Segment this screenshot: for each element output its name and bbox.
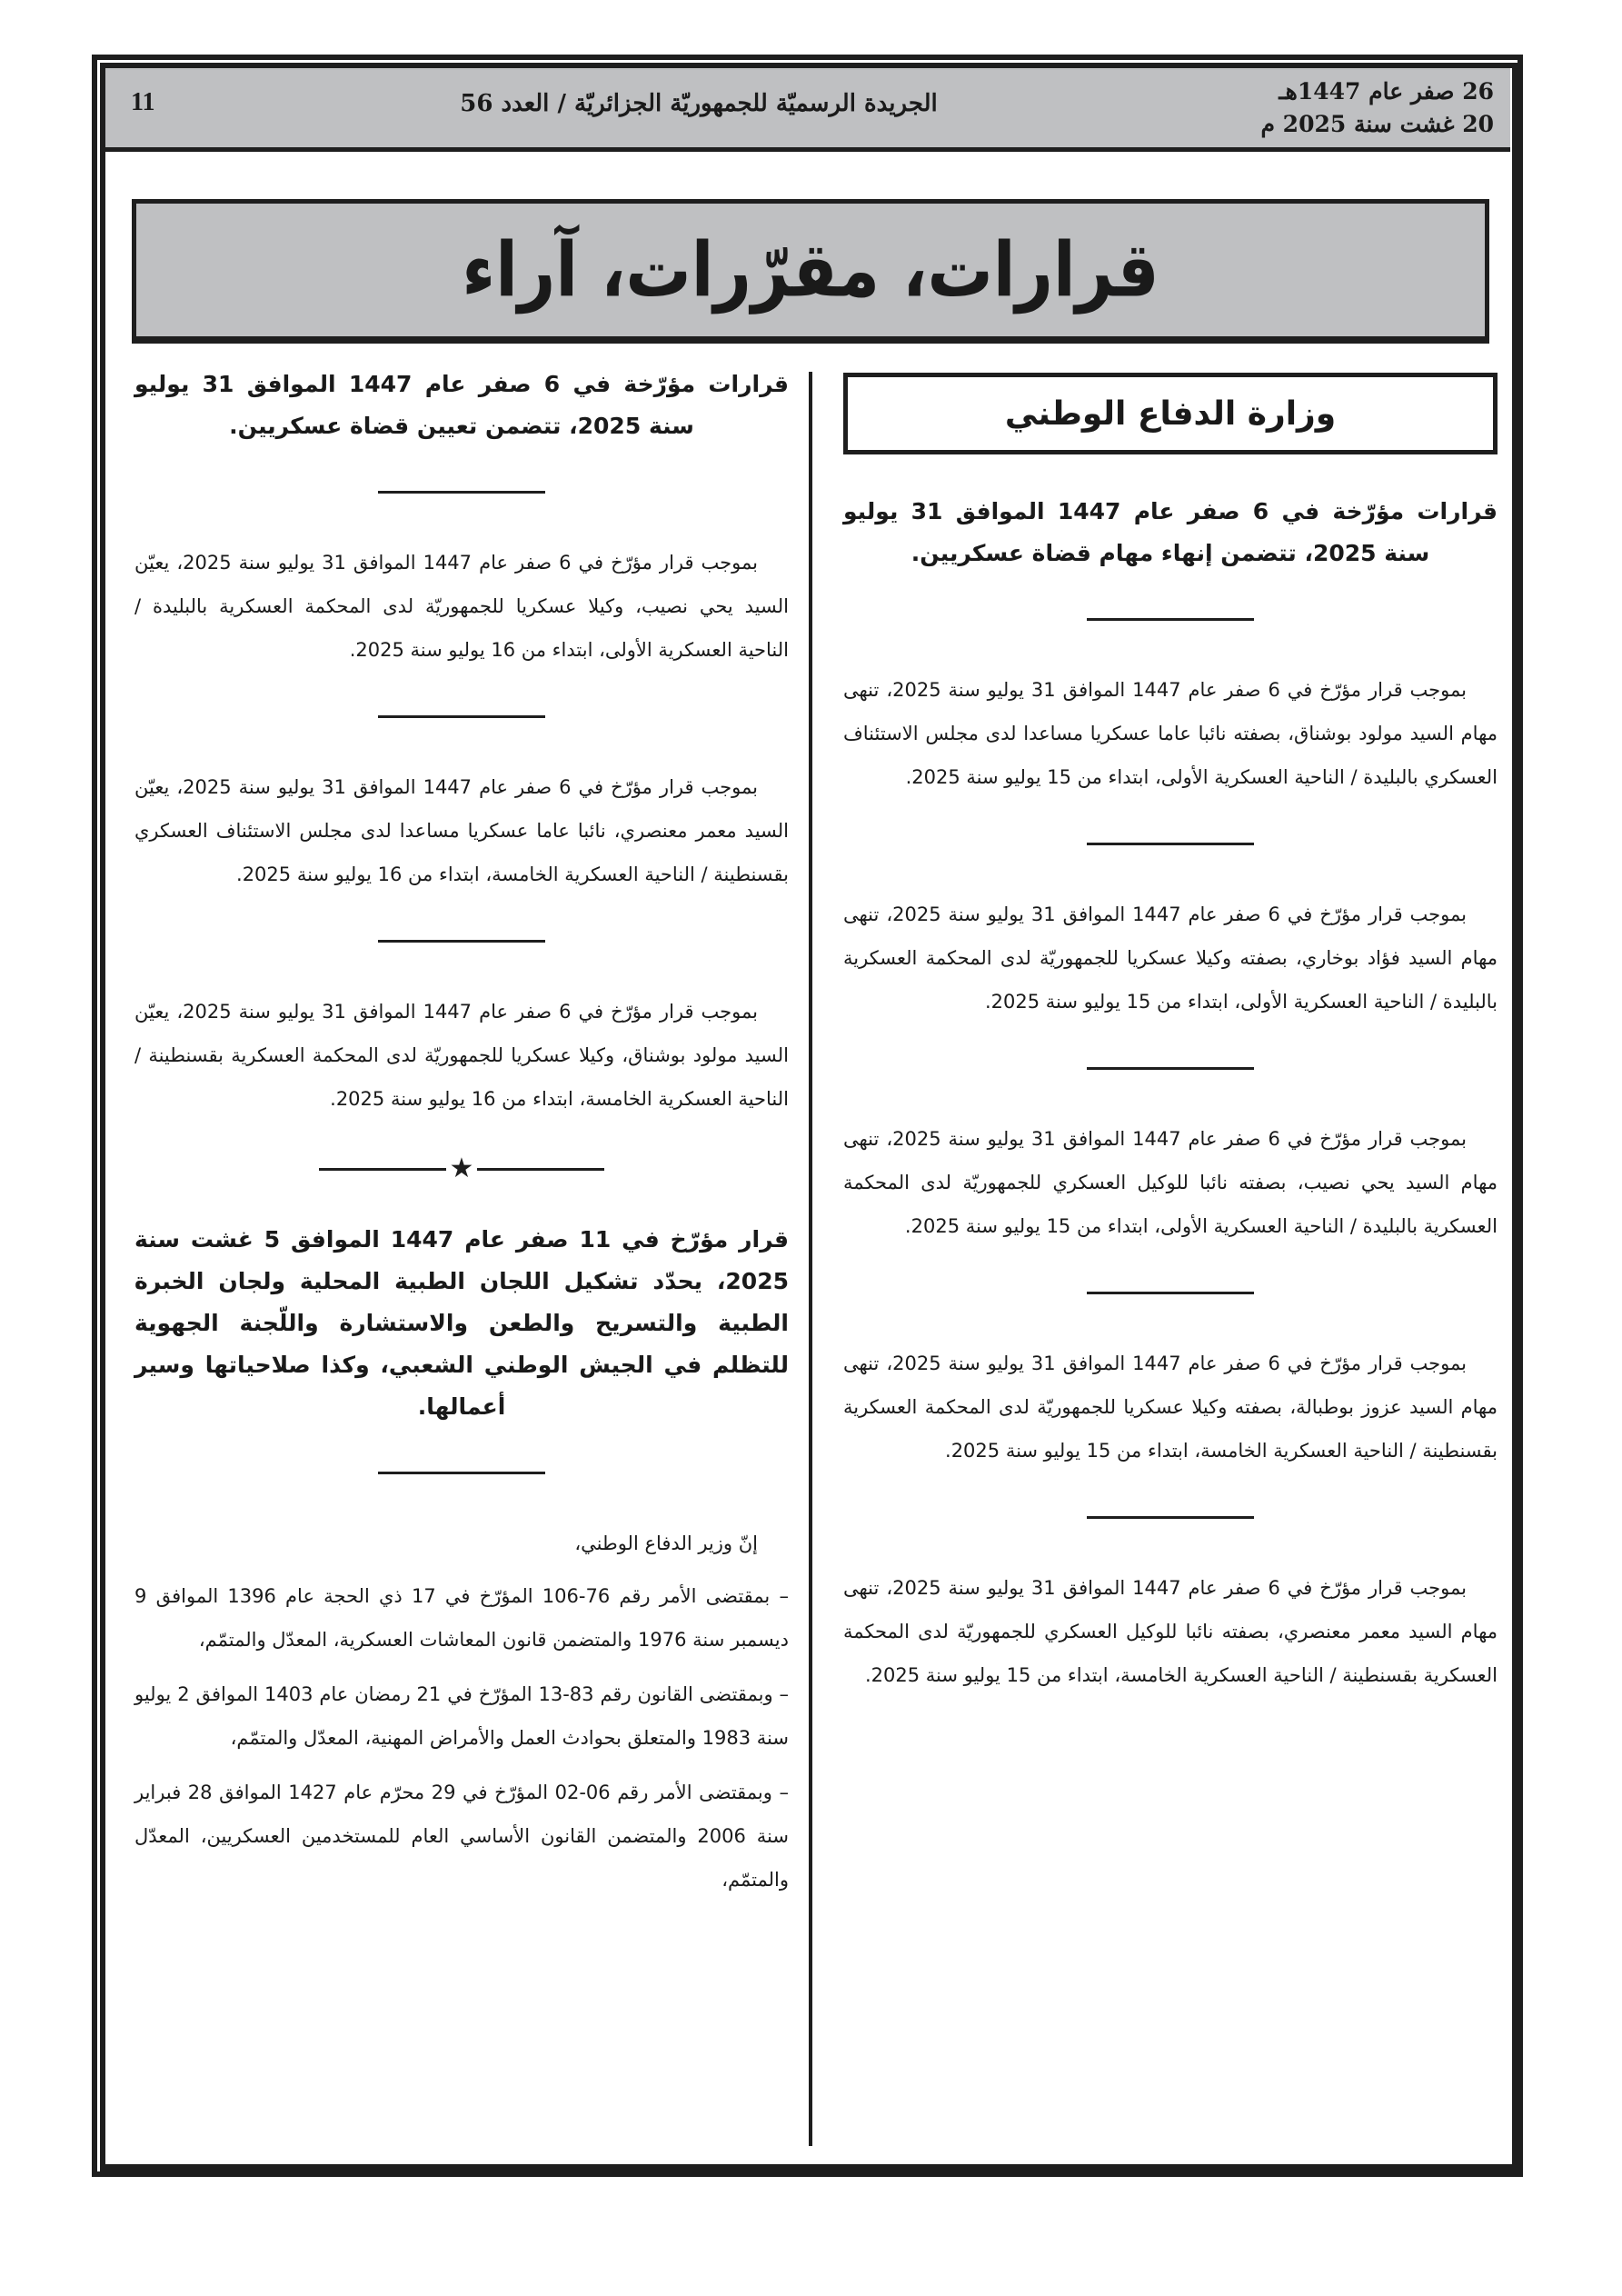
decision-paragraph bbox=[843, 1342, 1498, 1472]
paragraph-text: بموجب قرار مؤرّخ في 6 صفر عام 1447 الموافق 31 يوليو سنة 2025، تنهى مهام السيد فؤاد بوخاري، بصفته وكيلا عسكريا للجمهوريّة لدى المحكمة العسكرية بالبليدة / الناحية العسكرية الأولى، ابتداء من 15 يوليو سنة 2025. bbox=[843, 903, 1498, 1013]
legal-clause: – وبمقتضى القانون رقم 83-13 المؤرّخ في 21 رمضان عام 1403 الموافق 2 يوليو سنة 1983 والمتعلق بحوادث العمل والأمراض المهنية، المعدّل والمتمّم، bbox=[134, 1683, 789, 1749]
decision-paragraph bbox=[843, 1566, 1498, 1697]
gregorian-date: 20 غشت سنة 2025 م bbox=[1260, 111, 1494, 137]
ministry-box bbox=[843, 373, 1498, 454]
legal-clause: – بمقتضى الأمر رقم 76-106 المؤرّخ في 17 ذي الحجة عام 1396 الموافق 9 ديسمبر سنة 1976 والمتضمن قانون المعاشات العسكرية، المعدّل والمتمّم، bbox=[134, 1585, 789, 1651]
paragraph-text: بموجب قرار مؤرّخ في 6 صفر عام 1447 الموافق 31 يوليو سنة 2025، يعيّن السيد مولود بوشناق، وكيلا عسكريا للجمهوريّة لدى المحكمة العسكرية بقسنطينة / الناحية العسكرية الخامسة، ابتداء من 16 يوليو سنة 2025. bbox=[134, 1001, 789, 1110]
decision-paragraph bbox=[134, 990, 789, 1121]
section-title-box bbox=[132, 199, 1489, 344]
separator-line bbox=[477, 1168, 604, 1171]
left-heading: قرارات مؤرّخة في 6 صفر عام 1447 الموافق 31 يوليو سنة 2025، تتضمن تعيين قضاة عسكريين. bbox=[134, 371, 789, 439]
page-number: 11 bbox=[131, 88, 155, 116]
hijri-date: 26 صفر عام 1447هـ bbox=[1279, 78, 1494, 105]
decision-paragraph bbox=[843, 1117, 1498, 1248]
separator-line bbox=[1087, 1292, 1254, 1294]
decision-paragraph bbox=[134, 765, 789, 896]
paragraph-text: بموجب قرار مؤرّخ في 6 صفر عام 1447 الموافق 31 يوليو سنة 2025، يعيّن السيد يحي نصيب، وكيلا عسكريا للجمهوريّة لدى المحكمة العسكرية بالبليدة / الناحية العسكرية الأولى، ابتداء من 16 يوليو سنة 2025. bbox=[134, 552, 789, 661]
separator-line bbox=[1087, 1067, 1254, 1070]
legal-clause: – وبمقتضى الأمر رقم 06-02 المؤرّخ في 29 محرّم عام 1427 الموافق 28 فبراير سنة 2006 والمتضمن القانون الأساسي العام للمستخدمين العسكريين، المعدّل والمتمّم، bbox=[134, 1782, 789, 1891]
decision-heading: قرار مؤرّخ في 11 صفر عام 1447 الموافق 5 غشت سنة 2025، يحدّد تشكيل اللجان الطبية المحلية ولجان الخبرة الطبية والتسريح والطعن والاستشارة واللّجنة الجهوية للتظلم في الجيش الوطني الشعبي، وكذا صلاحياتها وسير أعمالها. bbox=[134, 1226, 790, 1420]
paragraph-text: بموجب قرار مؤرّخ في 6 صفر عام 1447 الموافق 31 يوليو سنة 2025، يعيّن السيد معمر معنصري، نائبا عاما عسكريا مساعدا لدى مجلس الاستئناف العسكري بقسنطينة / الناحية العسكرية الخامسة، ابتداء من 16 يوليو سنة 2025. bbox=[134, 776, 789, 885]
paragraph-text: بموجب قرار مؤرّخ في 6 صفر عام 1447 الموافق 31 يوليو سنة 2025، تنهى مهام السيد مولود بوشناق، بصفته نائبا عاما عسكريا مساعدا لدى مجلس الاستئناف العسكري بالبليدة / الناحية العسكرية الأولى، ابتداء من 15 يوليو سنة 2025. bbox=[843, 679, 1498, 788]
publication-title: الجريدة الرسميّة للجمهوريّة الجزائريّة / العدد 56 bbox=[460, 90, 938, 117]
decision-paragraph bbox=[843, 893, 1498, 1023]
separator-line bbox=[378, 491, 545, 494]
paragraph-text: بموجب قرار مؤرّخ في 6 صفر عام 1447 الموافق 31 يوليو سنة 2025، تنهى مهام السيد يحي نصيب، بصفته نائبا للوكيل العسكري للجمهوريّة لدى المحكمة العسكرية بالبليدة / الناحية العسكرية الأولى، ابتداء من 15 يوليو سنة 2025. bbox=[843, 1128, 1498, 1237]
ministry-title: وزارة الدفاع الوطني bbox=[1004, 394, 1337, 433]
star-icon: ★ bbox=[449, 1153, 474, 1184]
decision-paragraph bbox=[843, 668, 1498, 799]
separator-line bbox=[319, 1168, 446, 1171]
paragraph-text: بموجب قرار مؤرّخ في 6 صفر عام 1447 الموافق 31 يوليو سنة 2025، تنهى مهام السيد عزوز بوطبالة، بصفته وكيلا عسكريا للجمهوريّة لدى المحكمة العسكرية بقسنطينة / الناحية العسكرية الخامسة، ابتداء من 15 يوليو سنة 2025. bbox=[843, 1353, 1498, 1462]
section-title: قرارات، مقرّرات، آراء bbox=[462, 225, 1159, 314]
separator-line bbox=[1087, 843, 1254, 845]
separator-line bbox=[1087, 1516, 1254, 1519]
paragraph-text: بموجب قرار مؤرّخ في 6 صفر عام 1447 الموافق 31 يوليو سنة 2025، تنهى مهام السيد معمر معنصري، بصفته نائبا للوكيل العسكري للجمهوريّة لدى المحكمة العسكرية بقسنطينة / الناحية العسكرية الخامسة، ابتداء من 15 يوليو سنة 2025. bbox=[843, 1577, 1498, 1686]
separator-line bbox=[378, 1472, 545, 1474]
right-heading: قرارات مؤرّخة في 6 صفر عام 1447 الموافق 31 يوليو سنة 2025، تتضمن إنهاء مهام قضاة عسكريين. bbox=[843, 498, 1498, 566]
separator-line bbox=[1087, 618, 1254, 621]
column-divider bbox=[809, 372, 812, 2146]
separator-line bbox=[378, 940, 545, 943]
decision-paragraph bbox=[134, 541, 789, 672]
right-column bbox=[843, 364, 1498, 1697]
preamble-intro: إنّ وزير الدفاع الوطني، bbox=[574, 1532, 758, 1554]
star-separator bbox=[134, 1155, 789, 1183]
running-header bbox=[105, 68, 1510, 152]
separator-line bbox=[378, 715, 545, 718]
left-column bbox=[134, 364, 789, 1912]
